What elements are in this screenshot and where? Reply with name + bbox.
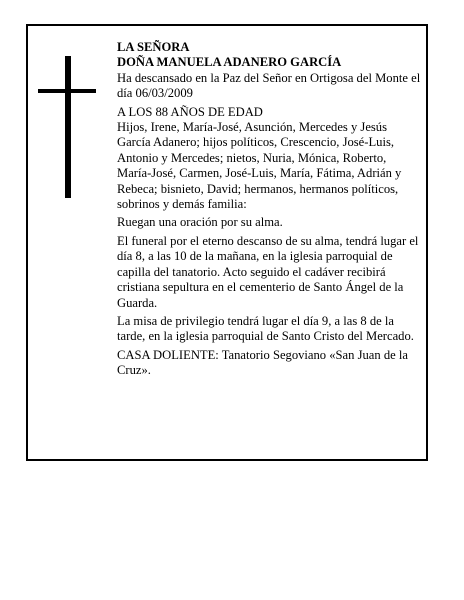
cross-horizontal-bar [38, 89, 96, 93]
funeral-details: El funeral por el eterno descanso de su alma, tendrá lugar el día 8, a las 10 de la mañana, en la iglesia parroquial de capilla del tanatorio. Acto seguido el cadáver recibirá cristiana sepultura en el cementerio de Santo Ángel de la Guarda. [117, 233, 419, 310]
mass-details: La misa de privilegio tendrá lugar el día 9, a las 8 de la tarde, en la iglesia parroquial de Santo Cristo del Mercado. [117, 313, 414, 344]
family-list: Hijos, Irene, María-José, Asunción, Mercedes y Jesús García Adanero; hijos políticos, Crescencio, José-Luis, Antonio y Mercedes; nietos, Nuria, Mónica, Roberto, María-José, Carmen, José-Luis, María, Fátima, Adrián y Rebeca; bisnieto, David; hermanos, hermanos políticos, sobrinos y demás familia: [117, 120, 402, 212]
obituary-notice [26, 24, 428, 461]
rested-statement: Ha descansado en la Paz del Señor en Ortigosa del Monte el día 06/03/2009 [117, 70, 421, 101]
cross-vertical-bar [65, 56, 71, 198]
cross-icon [38, 56, 96, 198]
prayer-request: Ruegan una oración por su alma. [117, 215, 283, 230]
notice-title: LA SEÑORA [117, 40, 190, 54]
age-statement: A LOS 88 AÑOS DE EDAD [117, 104, 263, 119]
obituary-text [117, 40, 422, 379]
mourning-house: CASA DOLIENTE: Tanatorio Segoviano «San Juan de la Cruz». [117, 347, 408, 378]
deceased-name: DOÑA MANUELA ADANERO GARCÍA [117, 55, 342, 70]
